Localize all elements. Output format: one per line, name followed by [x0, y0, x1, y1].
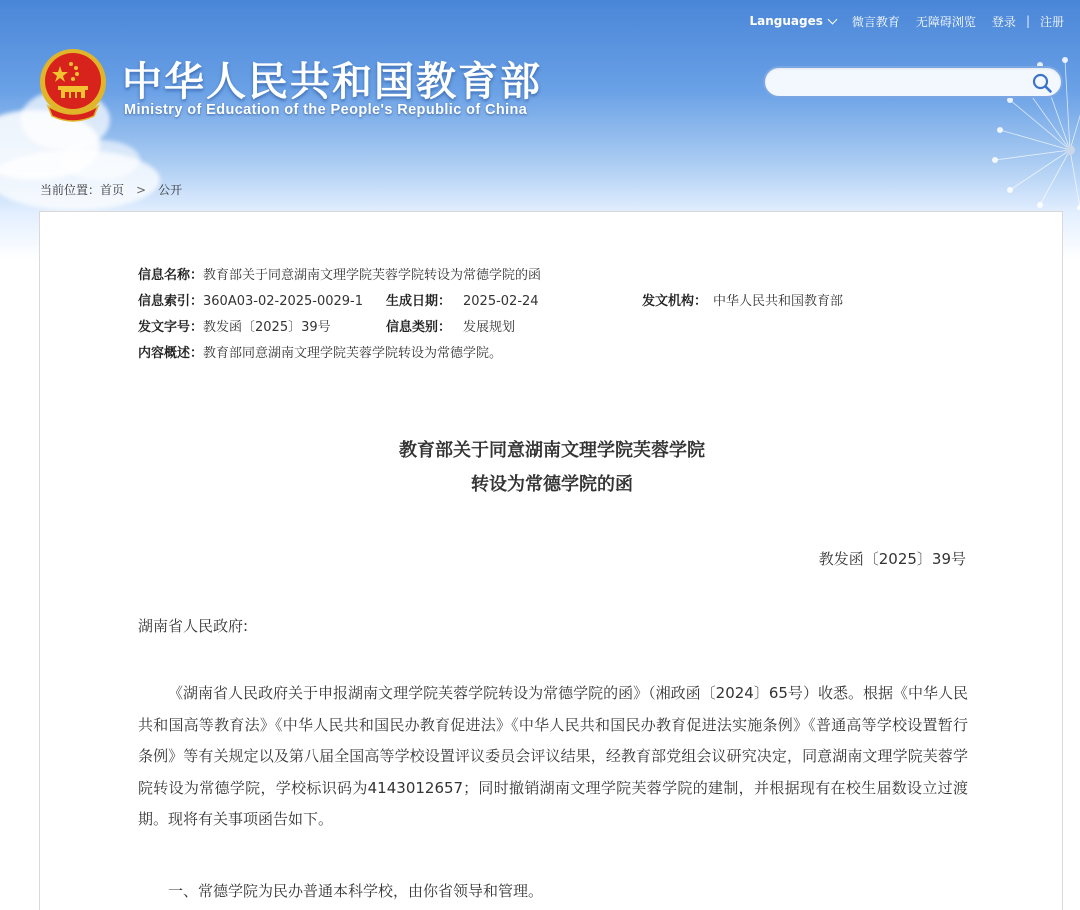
site-subtitle: Ministry of Education of the People's Republic of China [124, 102, 528, 118]
meta-index-label: 信息索引： [138, 294, 204, 309]
site-title[interactable]: 中华人民共和国教育部 [122, 59, 542, 105]
breadcrumb-current-link[interactable]: 公开 [158, 183, 183, 197]
meta-index-value: 360A03-02-2025-0029-1 [203, 294, 364, 309]
document-number: 教发函〔2025〕39号 [818, 550, 966, 568]
document-title-line2: 转设为常德学院的函 [471, 474, 633, 495]
meta-date-label: 生成日期： [386, 294, 452, 309]
meta-category-value: 发展规划 [463, 320, 516, 335]
meta-docno-label: 发文字号： [138, 320, 204, 335]
accessibility-link[interactable]: 无障碍浏览 [915, 14, 976, 29]
chevron-down-icon [827, 14, 837, 24]
weibo-edu-link[interactable]: 微言教育 [851, 14, 900, 29]
meta-org-value: 中华人民共和国教育部 [713, 294, 844, 309]
document-salutation: 湖南省人民政府: [138, 617, 249, 635]
top-links-bar [734, 12, 1065, 30]
cloud-decoration [60, 140, 140, 180]
meta-summary-label: 内容概述： [138, 346, 204, 361]
register-link[interactable]: 注册 [1039, 14, 1064, 29]
meta-name-label: 信息名称： [138, 268, 204, 283]
breadcrumb-separator: > [136, 182, 147, 197]
meta-category-label: 信息类别： [386, 320, 452, 335]
languages-label: Languages [749, 14, 823, 28]
document-title-line1: 教育部关于同意湖南文理学院芙蓉学院 [399, 440, 705, 461]
meta-date-value: 2025-02-24 [463, 294, 539, 309]
login-link[interactable]: 登录 [991, 14, 1016, 29]
breadcrumb-prefix: 当前位置： [40, 183, 101, 197]
languages-menu[interactable] [750, 14, 836, 28]
document-paragraph-1: 《湖南省人民政府关于申报湖南文理学院芙蓉学院转设为常德学院的函》（湘政函〔2024〕65号）收悉。根据《中华人民共和国高等教育法》《中华人民共和国民办教育促进法》《中华人民共和国民办教育促进法实施条例》《普通高等学校设置暂行条例》等有关规定以及第八届全国高等学校设置评议委员会评议结果，经教育部党组会议研究决定，同意湖南文理学院芙蓉学院转设为常德学院，学校标识码为4143012657；同时撤销湖南文理学院芙蓉学院的建制，并根据现有在校生届数设立过渡期。现将有关事项函告如下。 [138, 684, 968, 828]
meta-docno-value: 教发函〔2025〕39号 [203, 320, 331, 335]
search-icon[interactable] [1031, 72, 1053, 94]
search-box [763, 66, 1063, 98]
national-emblem-icon[interactable] [38, 46, 108, 122]
breadcrumb-home-link[interactable]: 首页 [100, 183, 125, 197]
document-paragraph-2: 一、常德学院为民办普通本科学校，由你省领导和管理。 [168, 882, 544, 900]
link-separator: | [1025, 14, 1030, 28]
meta-org-label: 发文机构： [642, 294, 708, 309]
content-panel [39, 211, 1063, 910]
search-input[interactable] [777, 72, 1027, 92]
meta-summary-value: 教育部同意湖南文理学院芙蓉学院转设为常德学院。 [203, 346, 503, 361]
meta-name-value: 教育部关于同意湖南文理学院芙蓉学院转设为常德学院的函 [203, 268, 542, 283]
breadcrumb [40, 181, 182, 198]
document-title [40, 434, 1064, 502]
